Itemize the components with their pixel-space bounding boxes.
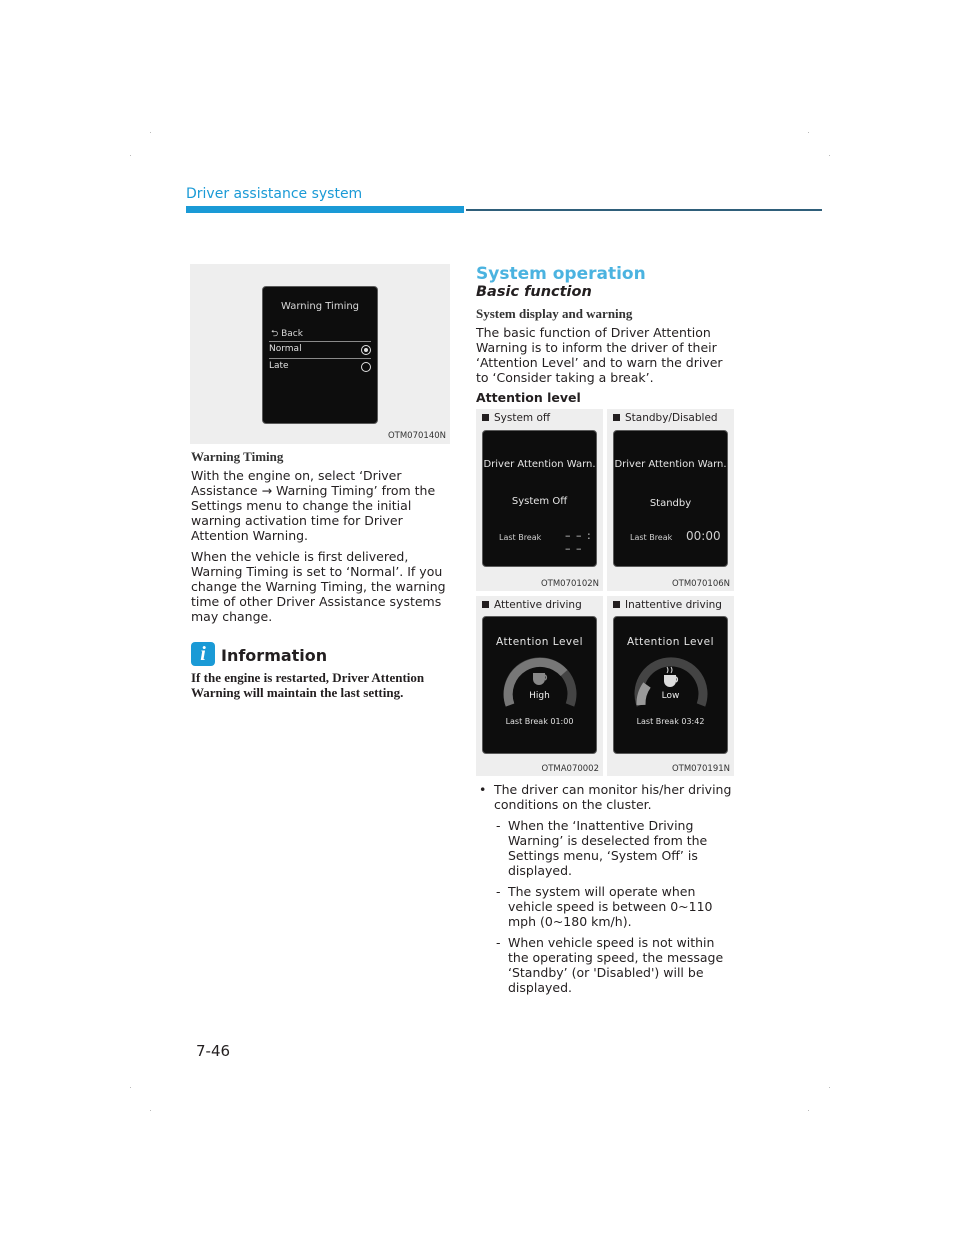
screen-title: Warning Timing (280, 301, 360, 312)
option-normal (269, 341, 371, 359)
screen-title: Driver Attention Warn. (614, 459, 727, 470)
crop-mark (130, 1087, 131, 1088)
crop-mark (829, 1087, 830, 1088)
figure-warning-timing (190, 264, 450, 444)
crop-mark (829, 155, 830, 156)
last-break: Last Break 01:00 (505, 717, 574, 726)
info-text: If the engine is restarted, Driver Attention Warning will maintain the last setting. (191, 670, 425, 700)
header-rule (466, 209, 822, 211)
attention-gauge-icon (502, 655, 578, 711)
attention-level-heading: Attention level (476, 390, 581, 405)
info-icon: i (191, 642, 215, 666)
system-operation-title: System operation (476, 264, 646, 284)
panel-inattentive (607, 596, 734, 776)
last-break-value: – – : – – (565, 529, 592, 555)
cluster-screen (482, 616, 597, 754)
panel-label: System off (482, 412, 550, 424)
list-item: • The driver can monitor his/her driving conditions on the cluster. (479, 782, 732, 812)
back-option: ⮌ Back (271, 329, 303, 339)
section-title: Driver assistance system (186, 186, 363, 202)
cluster-screen (262, 286, 378, 424)
screen-title: Driver Attention Warn. (483, 459, 596, 470)
panel-label: Standby/Disabled (613, 412, 718, 424)
last-break-label: Last Break (630, 533, 673, 542)
last-break: Last Break 03:42 (636, 717, 705, 726)
system-state: System Off (511, 496, 568, 507)
radio-selected-icon (361, 345, 371, 355)
warning-timing-heading: Warning Timing (191, 449, 284, 464)
square-bullet-icon (613, 601, 620, 608)
last-break-label: Last Break (499, 533, 542, 542)
panel-system-off (476, 409, 603, 591)
figure-code: OTM070106N (671, 579, 730, 589)
screen-title: Attention Level (495, 636, 583, 648)
attention-level-value: Low (661, 691, 680, 701)
last-break-value: 00:00 (686, 529, 721, 543)
crop-mark (808, 1110, 809, 1111)
figure-code: OTM070140N (387, 431, 446, 441)
page-number: 7-46 (196, 1042, 231, 1060)
warning-timing-body (191, 468, 453, 630)
square-bullet-icon (482, 601, 489, 608)
crop-mark (150, 1110, 151, 1111)
panel-standby (607, 409, 734, 591)
square-bullet-icon (613, 414, 620, 421)
cluster-screen (613, 616, 728, 754)
cluster-screen (613, 430, 728, 567)
figure-code: OTM070191N (671, 764, 730, 774)
option-label: Late (269, 361, 289, 371)
square-bullet-icon (482, 414, 489, 421)
crop-mark (808, 132, 809, 133)
screen-title: Attention Level (626, 636, 714, 648)
option-late (269, 359, 371, 375)
panel-label: Attentive driving (482, 599, 582, 611)
crop-mark (150, 132, 151, 133)
sub-list-item: - When the ‘Inattentive Driving Warning’ is deselected from the Settings menu, ‘System Off’ is displayed. (496, 818, 708, 878)
figure-code: OTM070102N (540, 579, 599, 589)
system-display-heading: System display and warning (476, 306, 633, 321)
radio-unselected-icon (361, 362, 371, 372)
intro-text: The basic function of Driver Attention Warning is to inform the driver of their ‘Attention Level’ and to warn the driver to ‘Consider taking a break’. (476, 325, 723, 385)
paragraph: When the vehicle is first delivered, Warning Timing is set to ‘Normal’. If you change the Warning Timing, the warning time of other Driver Assistance systems may change. (191, 549, 446, 624)
option-label: Normal (269, 344, 302, 354)
cluster-screen (482, 430, 597, 567)
crop-mark (130, 155, 131, 156)
bullet-list (476, 782, 736, 1001)
system-state: Standby (649, 498, 692, 509)
basic-function-subtitle: Basic function (476, 284, 592, 300)
attention-gauge-icon (633, 655, 709, 711)
paragraph: With the engine on, select ‘Driver Assistance → Warning Timing’ from the Settings menu to change the initial warning activation time for Driver Attention Warning. (191, 468, 436, 543)
info-title: Information (221, 646, 328, 665)
figure-code: OTMA070002 (541, 764, 599, 774)
header-rule-accent (186, 206, 464, 213)
sub-list-item: - The system will operate when vehicle speed is between 0~110 mph (0~180 km/h). (496, 884, 713, 929)
attention-level-value: High (529, 691, 550, 701)
sub-list-item: - When vehicle speed is not within the operating speed, the message ‘Standby’ (or 'Disabled') will be displayed. (496, 935, 724, 995)
panel-label: Inattentive driving (613, 599, 722, 611)
panel-attentive (476, 596, 603, 776)
